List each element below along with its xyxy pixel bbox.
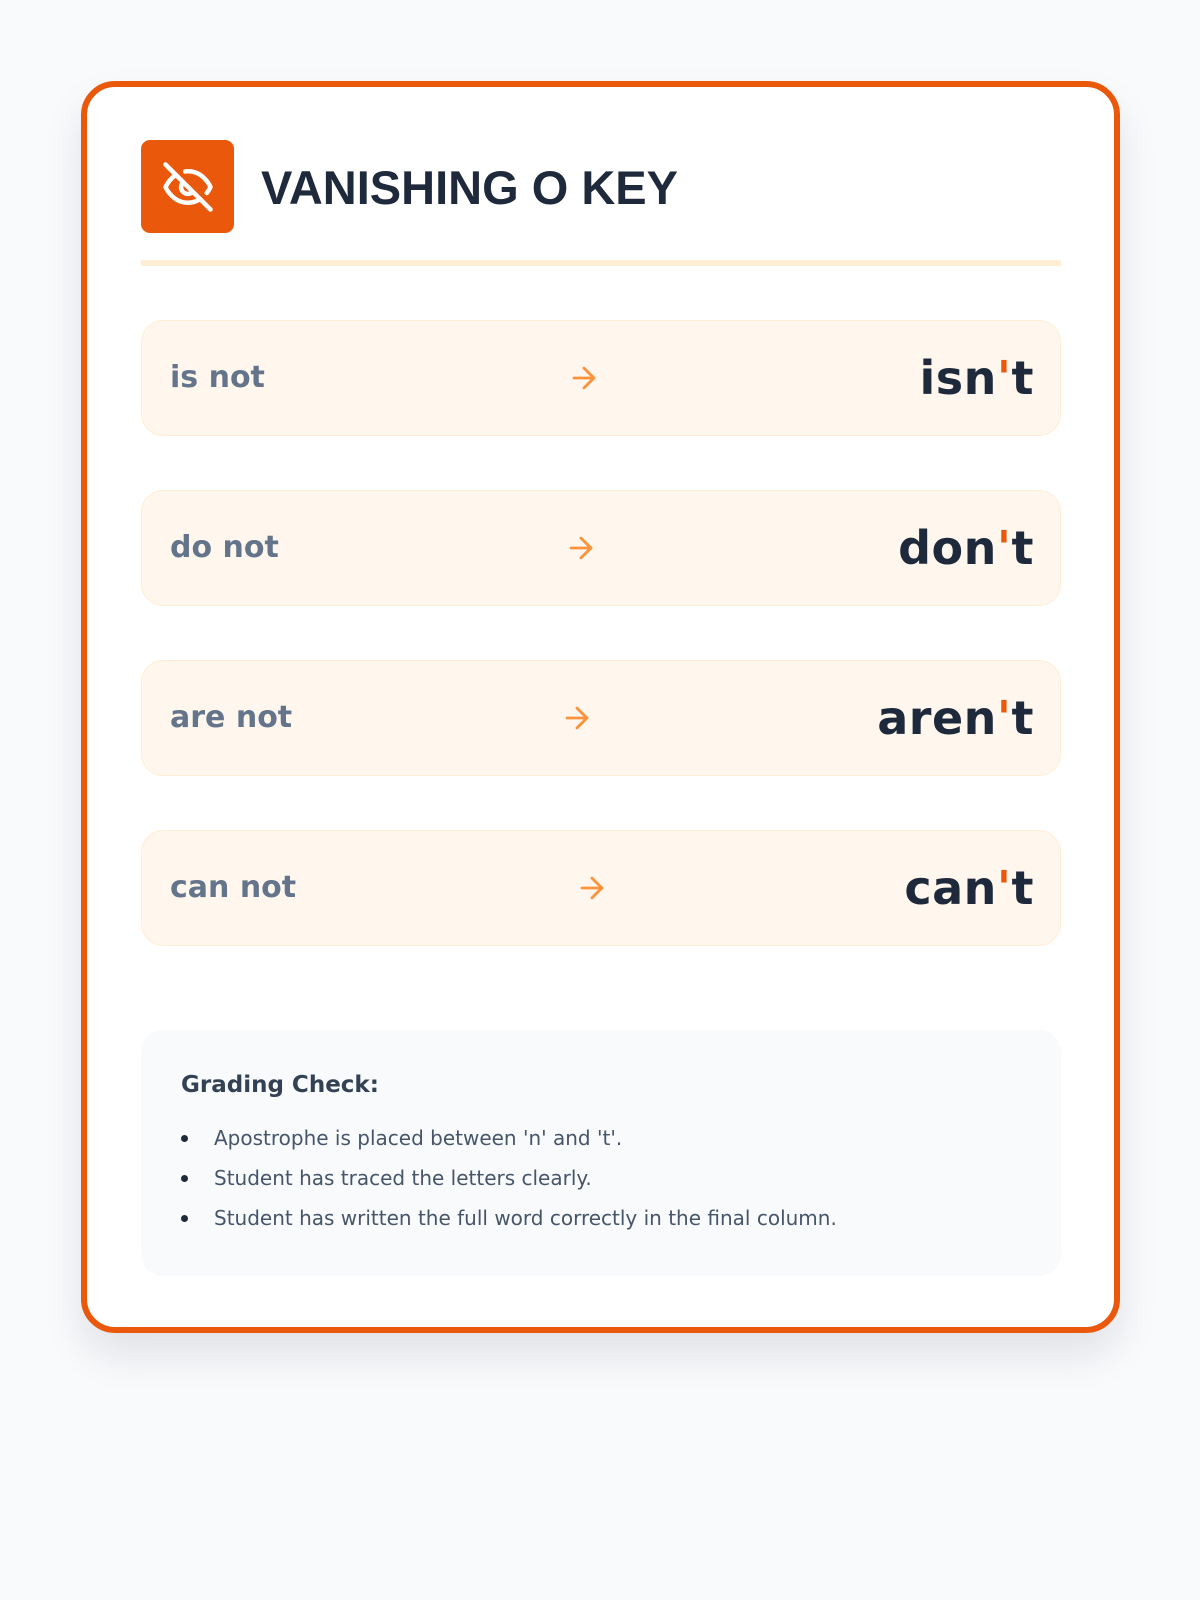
arrow-right-icon <box>575 871 609 905</box>
list-item: Student has written the full word correctly in the final column. <box>181 1204 837 1244</box>
card-header <box>141 140 1061 266</box>
list-item: Student has traced the letters clearly. <box>181 1164 837 1204</box>
grading-check-box <box>141 1030 1061 1276</box>
apostrophe-highlight: ' <box>996 861 1012 915</box>
contraction-word: aren't <box>877 691 1034 745</box>
original-words: can not <box>170 870 297 905</box>
apostrophe-highlight: ' <box>996 351 1012 405</box>
bullet-icon <box>181 1175 188 1182</box>
contraction-word: don't <box>898 521 1034 575</box>
arrow-right-icon <box>560 701 594 735</box>
contraction-row <box>141 660 1061 776</box>
contraction-row <box>141 830 1061 946</box>
original-words: is not <box>170 360 265 395</box>
apostrophe-highlight: ' <box>996 691 1012 745</box>
grading-list <box>181 1124 837 1244</box>
contraction-word: can't <box>904 861 1034 915</box>
page-title: VANISHING O KEY <box>261 161 678 214</box>
contraction-row <box>141 320 1061 436</box>
original-words: are not <box>170 700 293 735</box>
apostrophe-highlight: ' <box>996 521 1012 575</box>
original-words: do not <box>170 530 279 565</box>
arrow-right-icon <box>564 531 598 565</box>
contraction-word: isn't <box>919 351 1034 405</box>
bullet-icon <box>181 1135 188 1142</box>
eye-off-icon <box>141 140 234 233</box>
arrow-right-icon <box>567 361 601 395</box>
grading-title: Grading Check: <box>181 1072 379 1098</box>
bullet-icon <box>181 1215 188 1222</box>
list-item: Apostrophe is placed between 'n' and 't'. <box>181 1124 837 1164</box>
answer-key-card <box>81 81 1120 1333</box>
contraction-row <box>141 490 1061 606</box>
